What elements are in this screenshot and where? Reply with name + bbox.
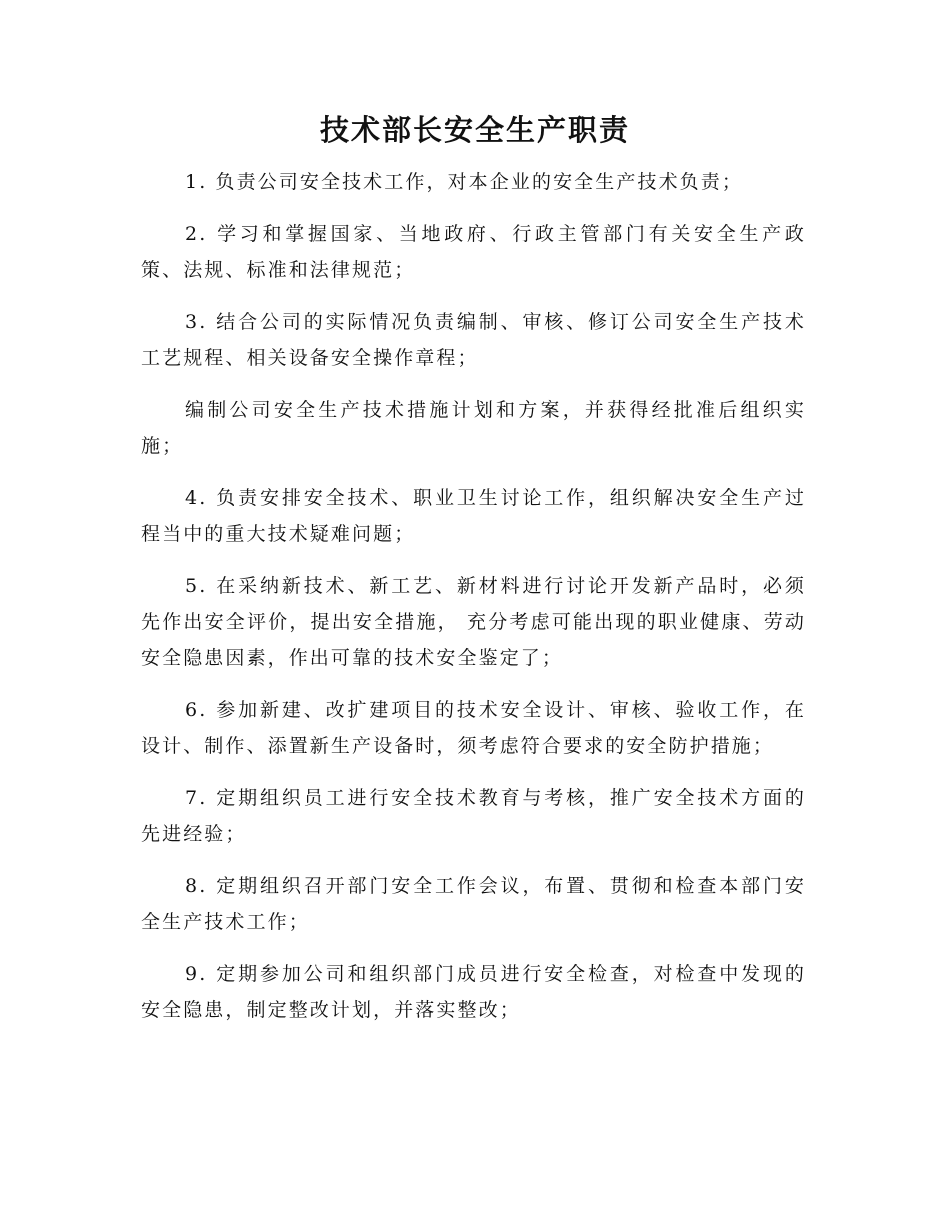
paragraph-3-continued: 编制公司安全生产技术措施计划和方案，并获得经批准后组织实施；: [141, 399, 806, 457]
paragraph-1: 1. 负责公司安全技术工作，对本企业的安全生产技术负责；: [185, 171, 743, 193]
paragraph-8: 8. 定期组织召开部门安全工作会议，布置、贯彻和检查本部门安全生产技术工作；: [141, 875, 806, 933]
paragraph-7: 7. 定期组织员工进行安全技术教育与考核，推广安全技术方面的先进经验；: [141, 787, 806, 845]
document-title: 技术部长安全生产职责: [319, 113, 630, 147]
document-body: [141, 164, 806, 1044]
paragraph-4: 4. 负责安排安全技术、职业卫生讨论工作，组织解决安全生产过程当中的重大技术疑难问题；: [141, 487, 806, 545]
paragraph-2: 2. 学习和掌握国家、当地政府、行政主管部门有关安全生产政策、法规、标准和法律规范；: [141, 223, 806, 281]
paragraph-6: 6. 参加新建、改扩建项目的技术安全设计、审核、验收工作，在设计、制作、添置新生产设备时，须考虑符合要求的安全防护措施；: [141, 699, 806, 757]
paragraph-9: 9. 定期参加公司和组织部门成员进行安全检查，对检查中发现的安全隐患，制定整改计划，并落实整改；: [141, 963, 806, 1021]
paragraph-5: 5. 在采纳新技术、新工艺、新材料进行讨论开发新产品时，必须先作出安全评价，提出安全措施， 充分考虑可能出现的职业健康、劳动安全隐患因素，作出可靠的技术安全鉴定了；: [141, 575, 806, 669]
paragraph-3: 3. 结合公司的实际情况负责编制、审核、修订公司安全生产技术工艺规程、相关设备安全操作章程；: [141, 311, 806, 369]
